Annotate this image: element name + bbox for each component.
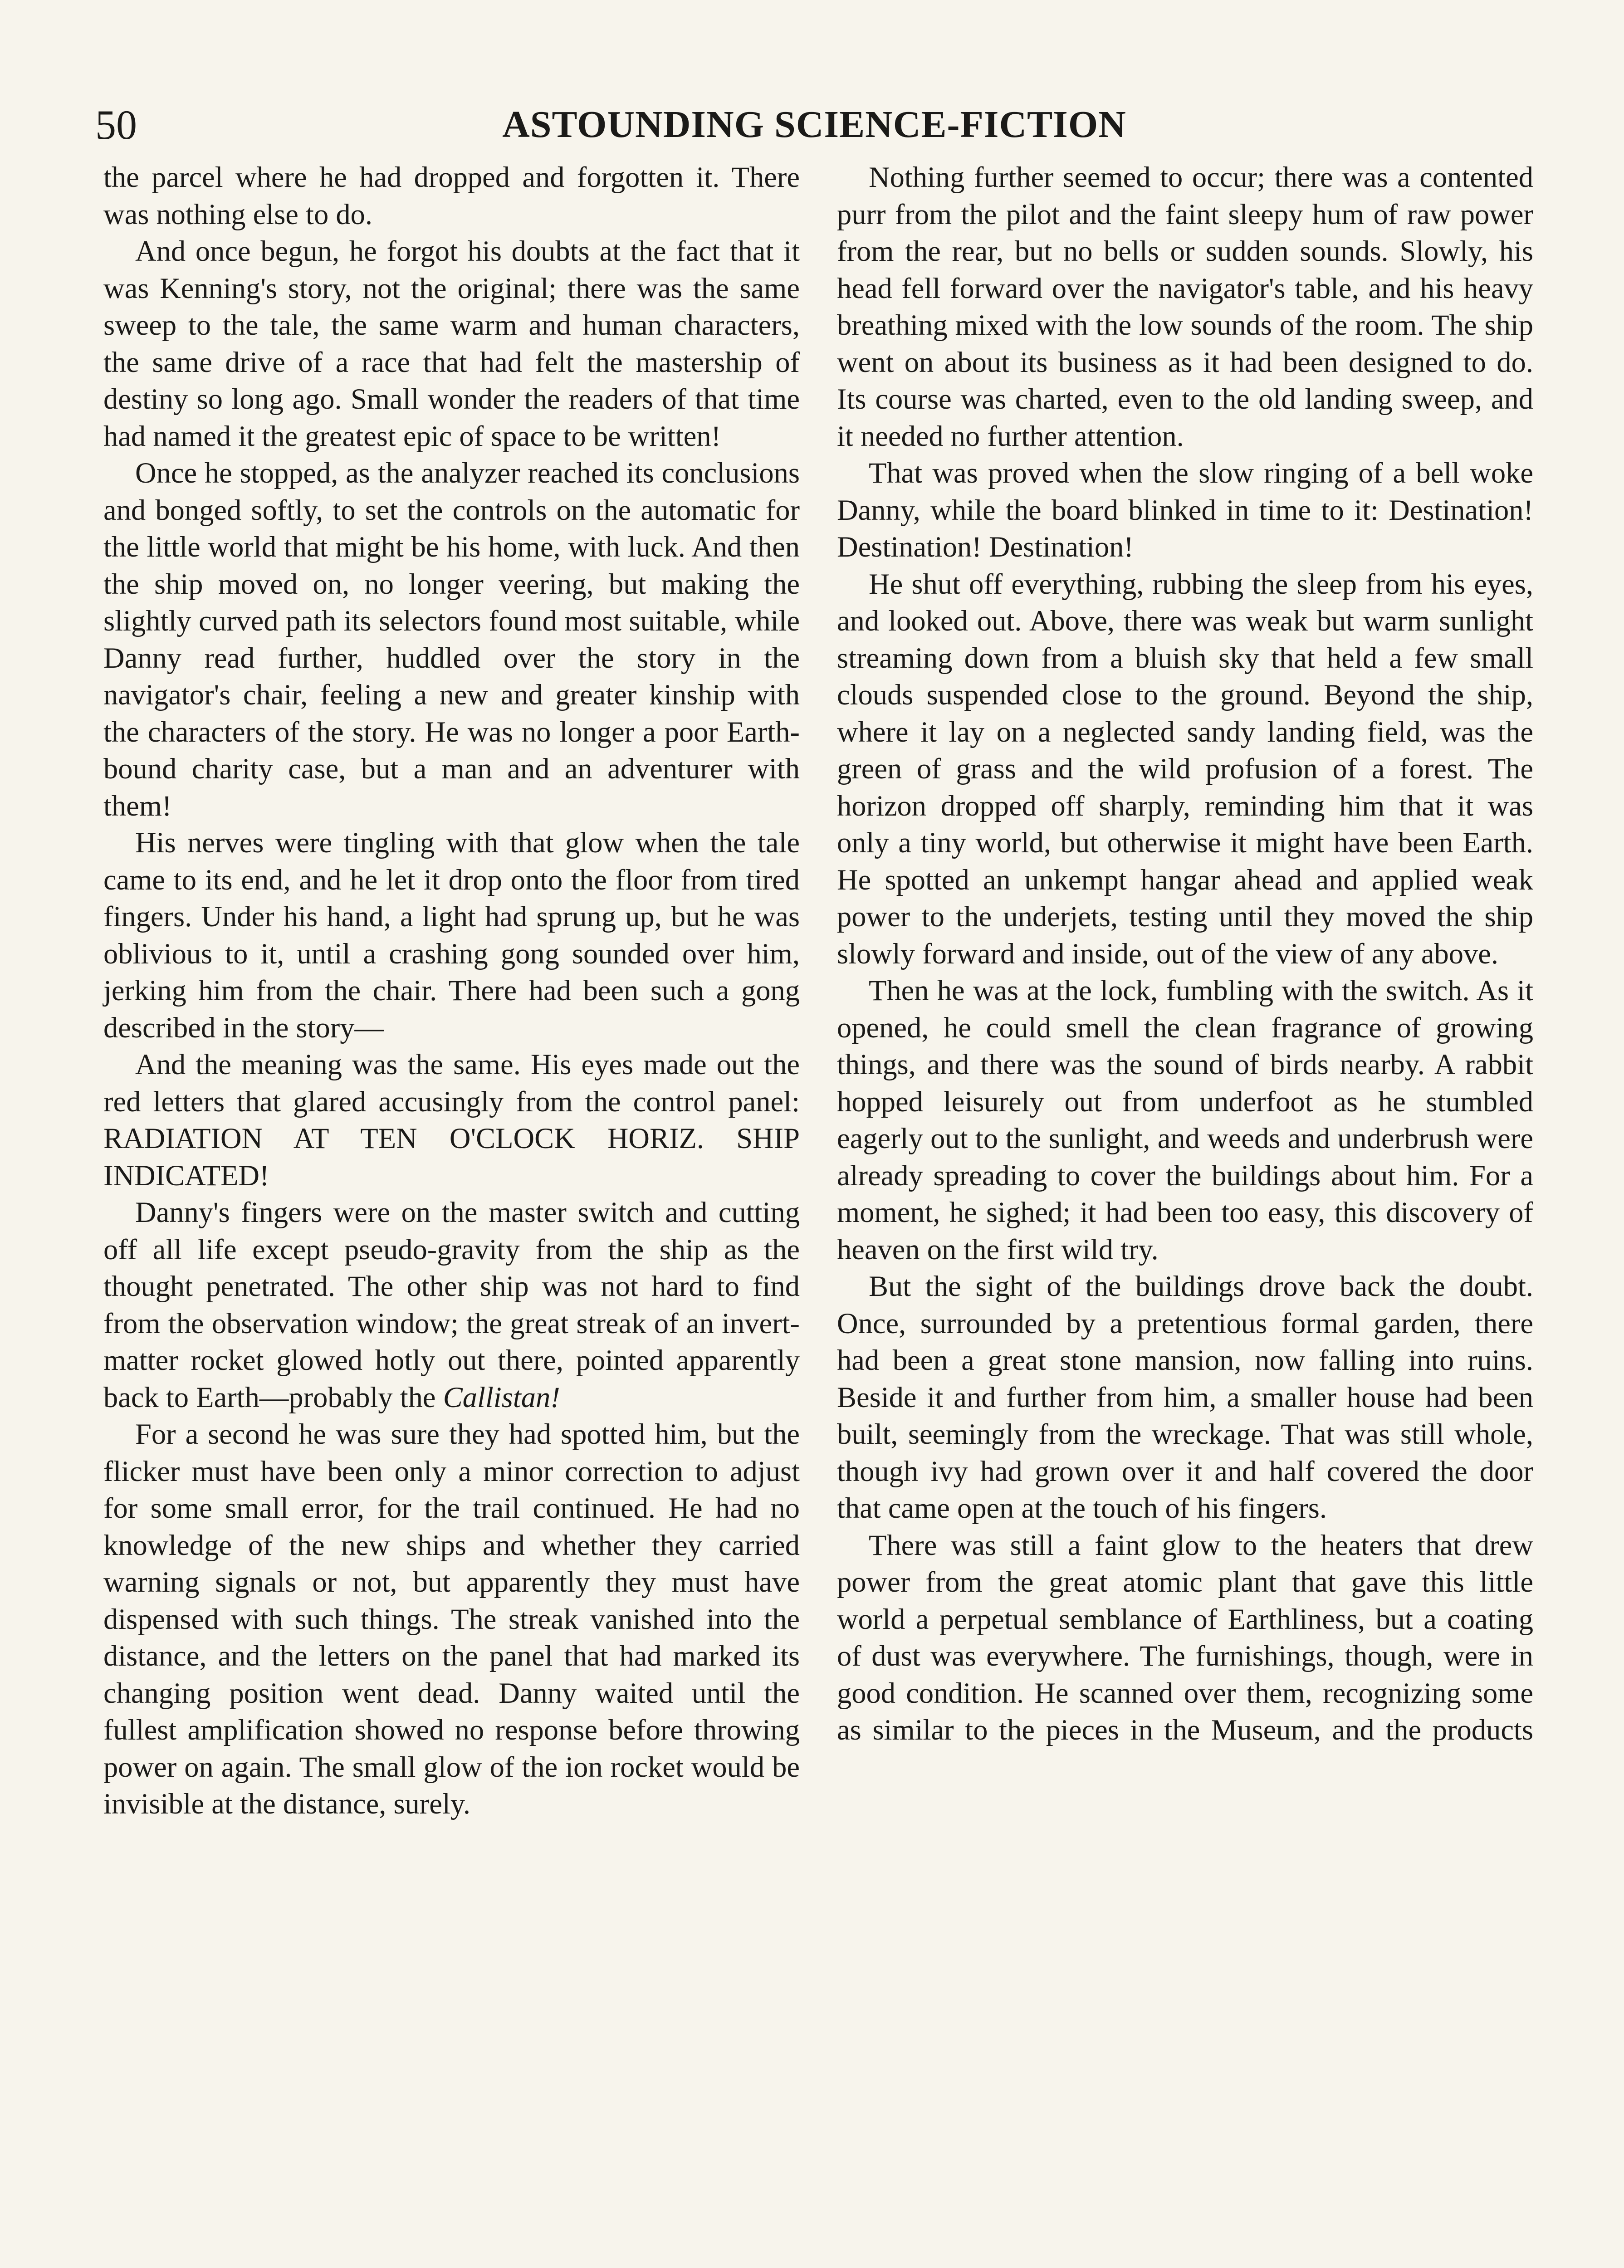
paragraph bbox=[103, 1194, 800, 1416]
ship-name-italic: Callistan! bbox=[443, 1381, 560, 1413]
paragraph: Once he stopped, as the analyzer reached its conclusions and bonged softly, to set the controls on the automatic for the little world that might be his home, with luck. And then the ship moved on, no longer veering, but making the slightly curved path its selectors found most suitable, while Danny read further, huddled over the story in the navigator's chair, feeling a new and greater kinship with the characters of the story. He was no longer a poor Earth-bound charity case, but a man and an adventurer with them! bbox=[103, 457, 800, 822]
paragraph: And once begun, he forgot his doubts at the fact that it was Kenning's story, not the original; there was the same sweep to the tale, the same warm and human characters, the same drive of a race that had felt the mastership of destiny so long ago. Small wonder the readers of that time had named it the greatest epic of space to be written! bbox=[103, 235, 800, 452]
paragraph: the parcel where he had dropped and forgotten it. There was nothing else to do. bbox=[103, 161, 800, 230]
paragraph: He shut off everything, rubbing the sleep from his eyes, and looked out. Above, there was weak but warm sunlight streaming down from a bluish sky that held a few small clouds suspended close to the ground. Beyond the ship, where it lay on a neglected sandy landing field, was the green of grass and the wild profusion of a forest. The horizon dropped off sharply, reminding him that it was only a tiny world, but otherwise it might have been Earth. He spotted an unkempt hangar ahead and applied weak power to the underjets, testing until they moved the ship slowly forward and inside, out of the view of any above. bbox=[837, 567, 1533, 970]
paragraph: But the sight of the buildings drove back the doubt. Once, surrounded by a pretentious formal garden, there had been a great stone mansion, now falling into ruins. Beside it and further from him, a smaller house had been built, seemingly from the wreckage. That was still whole, though ivy had grown over it and half covered the door that came open at the touch of his fingers. bbox=[837, 1270, 1533, 1524]
page-header bbox=[95, 98, 1533, 152]
paragraph: And the meaning was the same. His eyes made out the red letters that glared accusingly from the control panel: RADIATION AT TEN O'CLOCK HORIZ. SHIP INDICATED! bbox=[103, 1048, 800, 1192]
page-number: 50 bbox=[95, 102, 137, 148]
paragraph: Then he was at the lock, fumbling with the switch. As it opened, he could smell the clean fragrance of growing things, and there was the sound of birds nearby. A rabbit hopped leisurely out from underfoot as he stumbled eagerly out to the sunlight, and weeds and underbrush were already spreading to cover the buildings about him. For a moment, he sighed; it had been too easy, this discovery of heaven on the first wild try. bbox=[837, 974, 1533, 1266]
paragraph: There was still a faint glow to the heaters that drew power from the great atomic plant that gave this little world a perpetual semblance of Earthliness, but a coating of dust was everywhere. The furnishings, though, were in good condition. He scanned over them, recognizing some as similar to the pieces in the Museum, and the products bbox=[837, 1529, 1533, 1746]
magazine-title: ASTOUNDING SCIENCE-FICTION bbox=[502, 103, 1126, 146]
paragraph: That was proved when the slow ringing of a bell woke Danny, while the board blinked in time to it: Destination! Destination! Destination! bbox=[837, 457, 1533, 563]
paragraph: His nerves were tingling with that glow when the tale came to its end, and he let it drop onto the floor from tired fingers. Under his hand, a light had sprung up, but he was oblivious to it, until a crashing gong sounded over him, jerking him from the chair. There had been such a gong described in the story— bbox=[103, 826, 800, 1044]
paragraph: For a second he was sure they had spotted him, but the flicker must have been only a minor correction to adjust for some small error, for the trail continued. He had no knowledge of the new ships and whether they carried warning signals or not, but apparently they must have dispensed with such things. The streak vanished into the distance, and the letters on the panel that had marked its changing position went dead. Danny waited until the fullest amplification showed no response before throwing power on again. The small glow of the ion rocket would be invisible at the distance, surely. bbox=[103, 1418, 800, 1820]
paragraph: Nothing further seemed to occur; there was a contented purr from the pilot and the faint sleepy hum of raw power from the rear, but no bells or sudden sounds. Slowly, his head fell forward over the navigator's table, and his heavy breathing mixed with the low sounds of the room. The ship went on about its business as it had been designed to do. Its course was charted, even to the old landing sweep, and it needed no further attention. bbox=[837, 161, 1533, 452]
left-column bbox=[103, 159, 800, 1823]
right-column bbox=[837, 159, 1533, 1749]
paragraph-text: Danny's fingers were on the master switch and cutting off all life except pseudo-gravity from the ship as the thought penetrated. The other ship was not hard to find from the observation window; the great streak of an invert-matter rocket glowed hotly out there, pointed apparently back to Earth—probably the bbox=[103, 1196, 800, 1413]
